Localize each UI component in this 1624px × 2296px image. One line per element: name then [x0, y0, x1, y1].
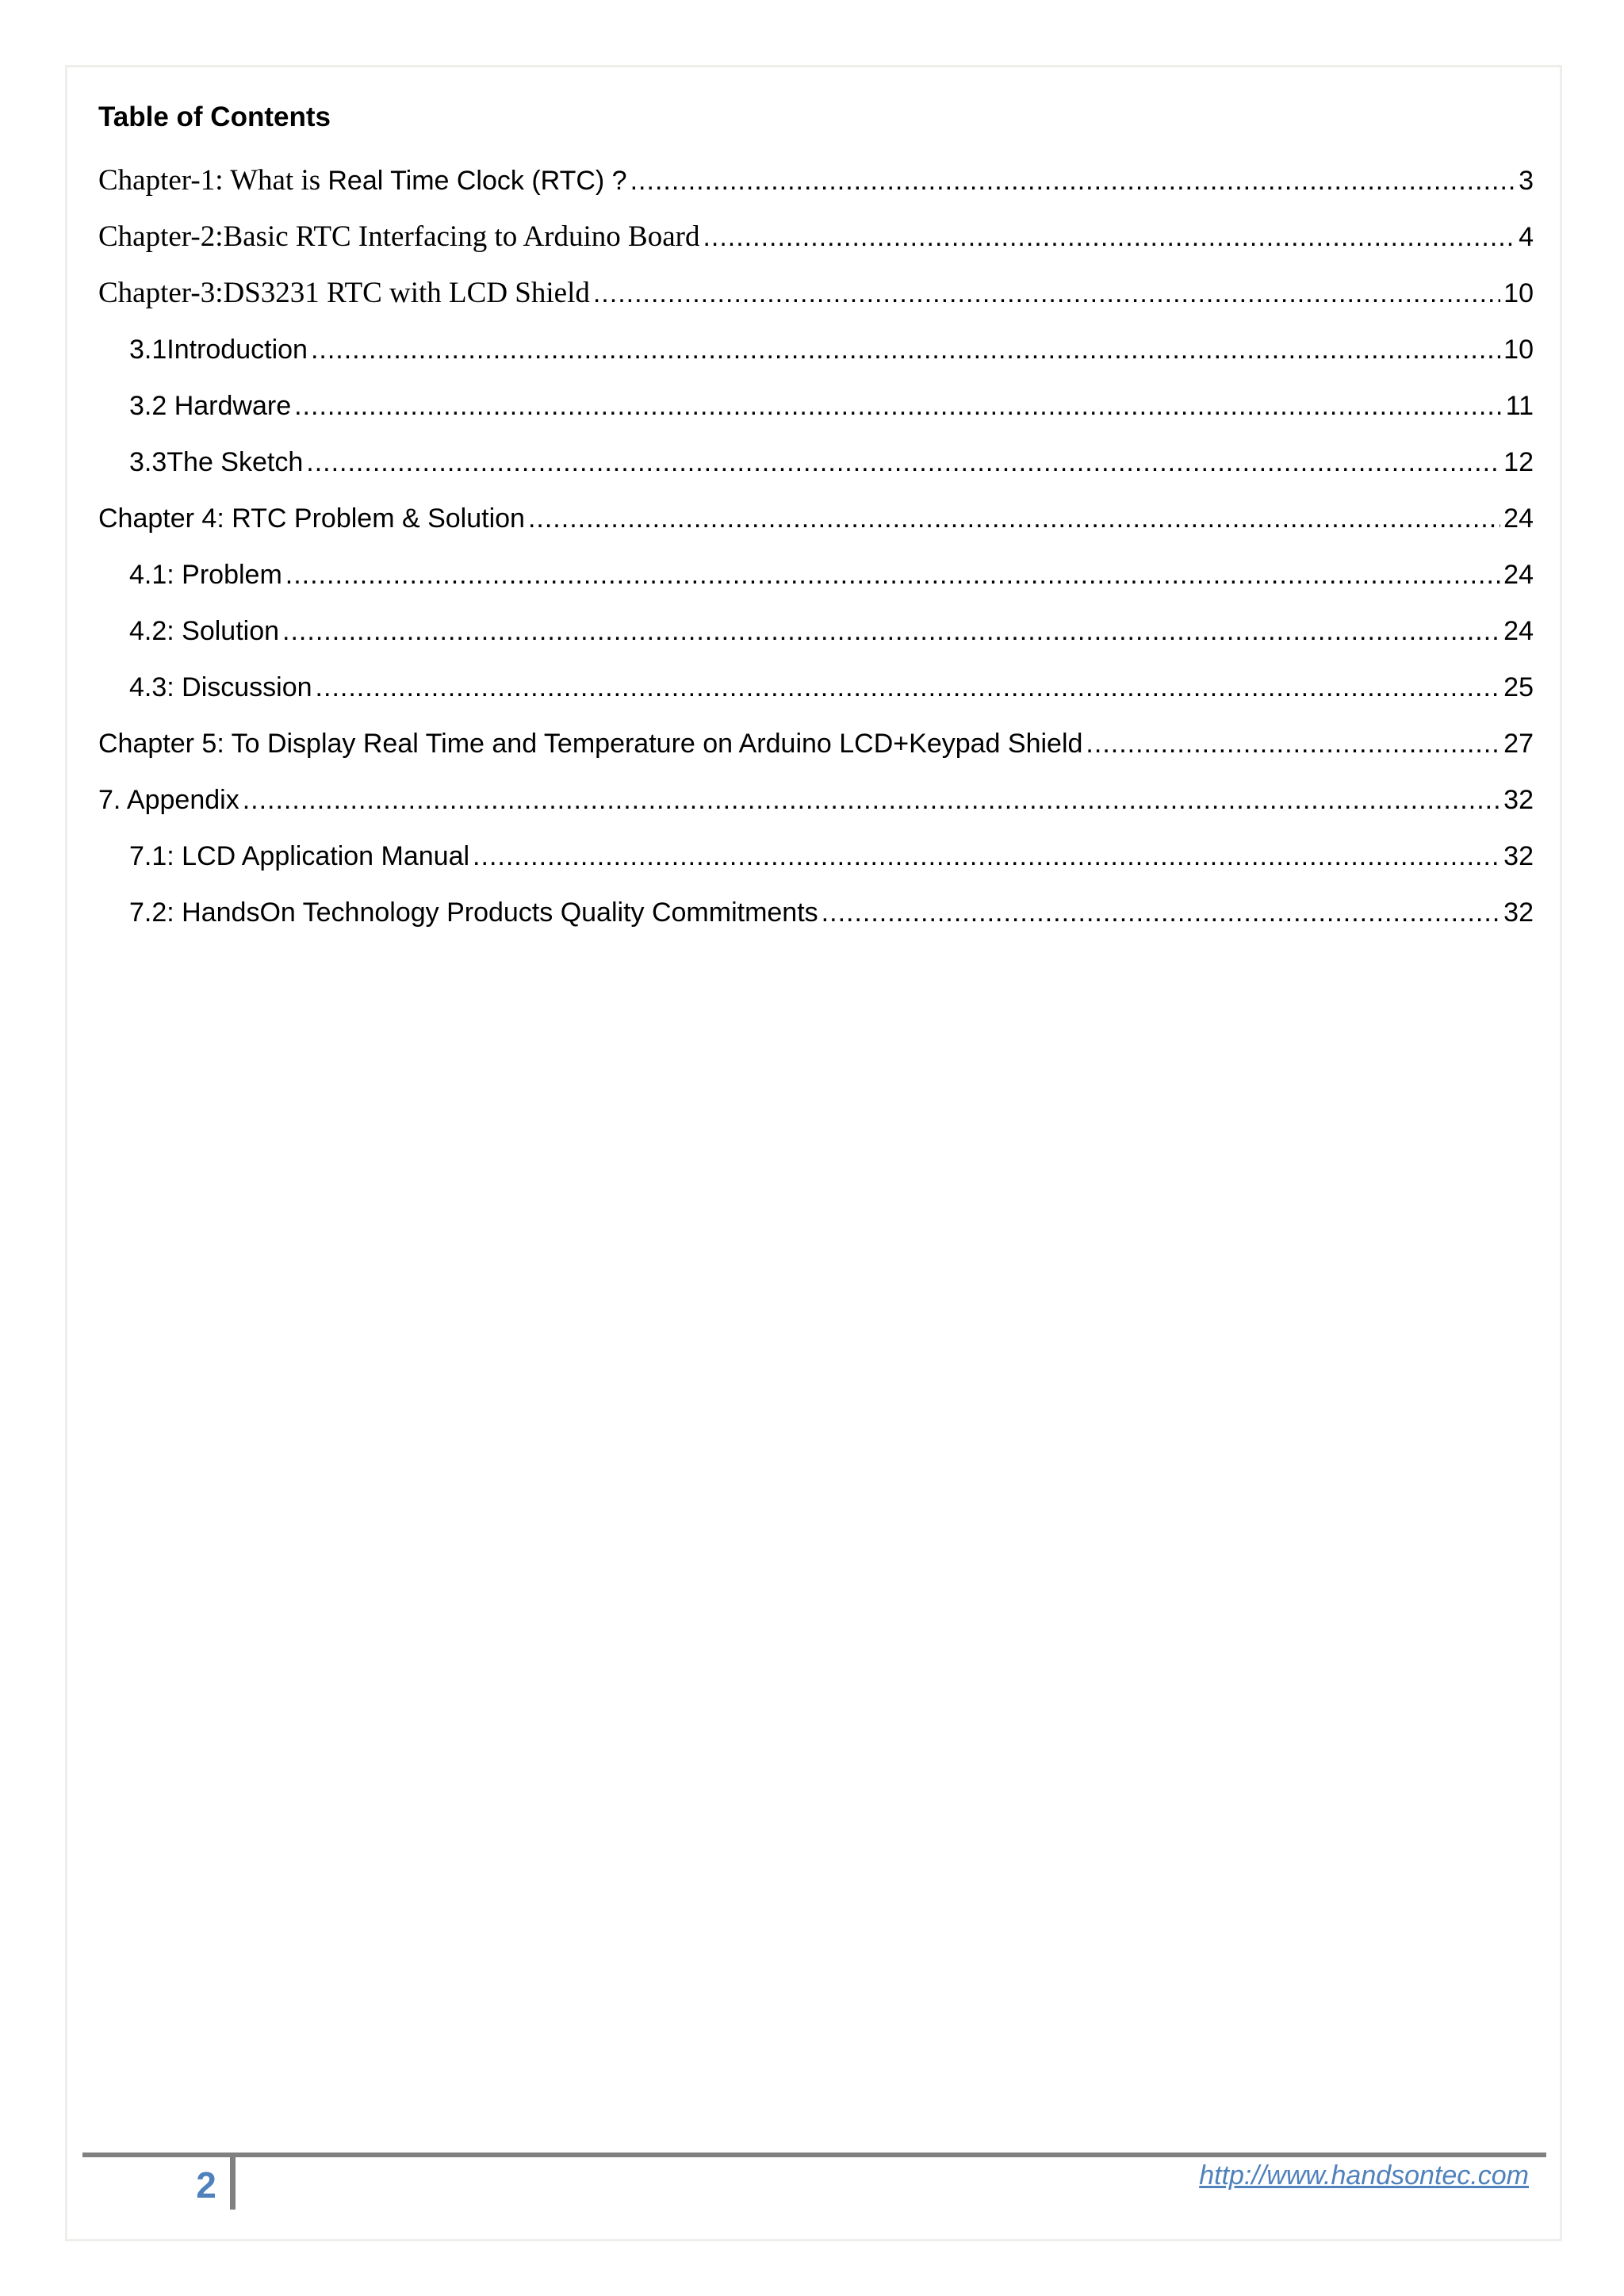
toc-dot-leader	[285, 556, 1500, 594]
toc-entry-page: 25	[1503, 672, 1534, 702]
toc-entry-4-2[interactable]	[98, 612, 1534, 668]
toc-entry-page: 11	[1505, 391, 1534, 421]
toc-entry-chapter-5[interactable]	[98, 725, 1534, 781]
toc-entry-label: 3.2 Hardware	[129, 391, 292, 421]
toc-entry-chapter-2[interactable]	[98, 218, 1534, 274]
toc-entry-4-3[interactable]	[98, 668, 1534, 725]
toc-entry-page: 27	[1503, 729, 1534, 759]
toc-entry-page: 12	[1503, 447, 1534, 477]
toc-entry-page: 32	[1503, 841, 1534, 871]
toc-entry-label: 4.2: Solution	[129, 616, 280, 646]
toc-dot-leader	[593, 274, 1500, 312]
toc-entry-page: 24	[1503, 560, 1534, 590]
toc-entry-page: 4	[1519, 222, 1534, 252]
footer-rule	[82, 2152, 1546, 2157]
toc-entry-4-1[interactable]	[98, 556, 1534, 612]
footer-divider	[230, 2157, 236, 2210]
toc-entry-page: 10	[1503, 335, 1534, 365]
toc-entry-label: 3.3The Sketch	[129, 447, 304, 477]
toc-entry-chapter-1[interactable]	[98, 162, 1534, 218]
toc-entry-7-1[interactable]	[98, 837, 1534, 894]
toc-entry-label: 7.2: HandsOn Technology Products Quality Commitments	[129, 897, 818, 928]
toc-entry-label: 3.1Introduction	[129, 335, 308, 365]
toc-entry-page: 24	[1503, 503, 1534, 534]
toc-dot-leader	[473, 837, 1500, 875]
page-number: 2	[196, 2164, 216, 2206]
toc-entry-label: 7.1: LCD Application Manual	[129, 841, 470, 871]
toc-entry-label: 7. Appendix	[98, 785, 239, 815]
toc-entry-page: 3	[1519, 166, 1534, 196]
toc-entry-3-1[interactable]	[98, 331, 1534, 387]
toc-entry-page: 24	[1503, 616, 1534, 646]
toc-dot-leader	[282, 612, 1500, 650]
toc-entry-page: 10	[1503, 278, 1534, 308]
toc-entry-page: 32	[1503, 785, 1534, 815]
toc-entry-label: Chapter-3:DS3231 RTC with LCD Shield	[98, 277, 590, 309]
footer-website-link[interactable]: http://www.handsontec.com	[1199, 2160, 1529, 2191]
toc-entry-label-main: Real Time Clock (RTC) ?	[327, 166, 627, 196]
toc-dot-leader	[630, 162, 1515, 200]
toc-entry-chapter-3[interactable]	[98, 274, 1534, 331]
toc-dot-leader	[316, 668, 1501, 706]
toc-entry-label: Chapter-2:Basic RTC Interfacing to Arduino Board	[98, 220, 700, 253]
toc-entry-7-2[interactable]	[98, 894, 1534, 950]
toc-entry-label	[98, 162, 627, 200]
toc-dot-leader	[294, 387, 1503, 425]
toc-entry-label: 4.3: Discussion	[129, 672, 312, 702]
toc-dot-leader	[703, 218, 1515, 256]
toc-title: Table of Contents	[98, 101, 331, 132]
toc-entry-3-2[interactable]	[98, 387, 1534, 443]
toc-dot-leader	[306, 443, 1500, 481]
toc-entry-label: 4.1: Problem	[129, 560, 282, 590]
toc-dot-leader	[528, 499, 1500, 538]
toc-entry-label-prefix: Chapter-1: What is	[98, 164, 328, 197]
toc-entry-chapter-4[interactable]	[98, 499, 1534, 556]
toc-entry-3-3[interactable]	[98, 443, 1534, 499]
toc-entry-page: 32	[1503, 897, 1534, 928]
toc-entry-appendix[interactable]	[98, 781, 1534, 837]
toc-dot-leader	[311, 331, 1500, 369]
toc-dot-leader	[1086, 725, 1500, 763]
toc-dot-leader	[822, 894, 1501, 932]
toc-dot-leader	[243, 781, 1500, 819]
table-of-contents	[98, 162, 1534, 950]
toc-entry-label: Chapter 5: To Display Real Time and Temperature on Arduino LCD+Keypad Shield	[98, 729, 1083, 759]
toc-entry-label: Chapter 4: RTC Problem & Solution	[98, 503, 525, 534]
